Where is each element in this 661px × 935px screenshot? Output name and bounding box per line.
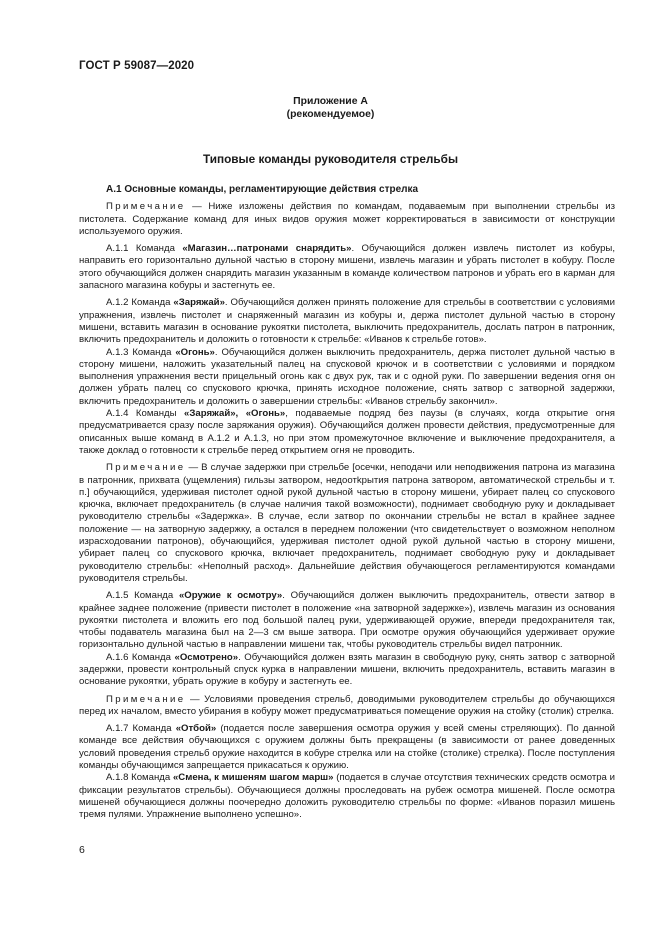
appendix-status: (рекомендуемое) [286,109,375,120]
document-code: ГОСТ Р 59087—2020 [79,60,195,72]
clause-a117: А.1.7 Команда «Отбой» (подается после завершения осмотра оружия у всей смены стреляющих). По данной команде все действия обучающихся с оружием должны быть прекращены (в зависимости от ранее доведенных условий проведения стрельб оружие находится в кобуре стрелка или на стойке (столике) стрелка). После поступления команды обучающимся запрещается прикасаться к оружию. [79,723,615,772]
clause-a118: А.1.8 Команда «Смена, к мишеням шагом марш» (подается в случае отсутствия технических средств осмотра и фиксации результатов стрельбы). Обучающиеся должны проследовать на рубеж осмотра мишеней. После осмотра мишеней обучающиеся должны поочередно доложить руководителю стрельбы по форме: «Иванов поразил мишень тремя пулями. Упражнение выполнено успешно». [79,772,615,821]
note-label: Примечание [106,462,186,474]
clause-a113: А.1.3 Команда «Огонь». Обучающийся должен выключить предохранитель, держа пистолет дульной частью в сторону мишени, наложить указательный палец на спусковой крючок и в соответствии с условиями и порядком выполнения упражнения вести прицельный огонь как с двух рук, так и с одной руки. По завершении ведения огня он должен убрать палец со спускового крючка, принять исходное положение, снять затвор с затворной задержки, включить предохранитель и доложить о завершении стрельбы: «Иванов стрельбу закончил». [79,346,615,407]
command-name: «Заряжай», «Огонь» [184,408,286,420]
clause-a115: А.1.5 Команда «Оружие к осмотру». Обучающийся должен выключить предохранитель, отвести затвор в крайнее заднее положение (привести пистолет в положение «на затворной задержке»), извлечь магазин из основания рукоятки пистолета и вложить его под большой палец руки, удерживающей оружие, впереди предохранителя так, чтобы подаватель магазина был на 2—3 см выше затвора. При осмотре оружия обучающийся удерживает оружие горизонтально дульной частью в направлении мишени так, чтобы руководитель стрельбы видел патронник. [79,590,615,651]
page-title: Типовые команды руководителя стрельбы [202,152,459,166]
command-name: «Отбой» [175,723,217,735]
note-label: Примечание [106,201,186,213]
command-name: «Осмотрено» [174,651,239,663]
page-number: 6 [79,844,85,856]
clause-a114: А.1.4 Команды «Заряжай», «Огонь», подаваемые подряд без паузы (в случаях, когда открытие огня предусматривается сразу после заряжания оружия). Обучающийся должен провести действия, предусмотренные для описанных выше команд в А.1.2 и А.1.3, но при этом промежуточное включение и выключение предохранителя, а также доклад о готовности к стрельбе перед открытием огня не проводить. [79,408,615,456]
note-3: Примечание — Условиями проведения стрельб, доводимыми руководителем стрельбы до обучающихся перед их началом, вместо убирания в кобуру может предусматриваться помещение оружия на стойку (столик) стрелка. [79,693,615,717]
note-label: Примечание [106,693,186,705]
note-1: Примечание — Ниже изложены действия по командам, подаваемым при выполнении стрельбы из пистолета. Содержание команд для иных видов оружия может корректироваться в зависимости от конструкции используемого оружия. [79,201,615,237]
command-name: «Заряжай» [173,297,225,309]
command-name: «Оружие к осмотру» [178,590,283,602]
section-heading: А.1 Основные команды, регламентирующие действия стрелка [106,184,419,195]
appendix-label: Приложение А [293,96,368,107]
clause-a116: А.1.6 Команда «Осмотрено». Обучающийся должен взять магазин в свободную руку, снять затвор с затворной задержки, провести контрольный спуск курка в направлении мишени, включить предохранитель, вставить магазин в основание рукоятки, убрать оружие в кобуру и застегнуть ее. [79,651,615,688]
note-2: Примечание — В случае задержки при стрельбе [осечки, неподачи или неподвижения патрона из магазина в патронник, прихвата (ущемления) гильзы затвором, недоотkрытия патрона затвором, автоматической стрельбы и т. п.] обучающийся, удерживая пистолет одной рукой дульной частью в сторону мишени, убирает палец со спускового крючка, включает предохранитель (в случае наличия такой возможности), поднимает свободную руку и докладывает руководителю стрельбы «Задержка». В случае, если затвор по окончании стрельбы не встал в крайнее заднее положение — на затворную задержку, а остался в переднем положении (что свидетельствует о возможном неполном израсходовании патронов), обучающийся, удерживая пистолет одной рукой дульной частью в сторону мишени, убирает палец со спускового крючка, включает предохранитель, поднимает свободную руку и докладывает руководителю стрельбы: «Неполный расход». Дальнейшие действия обучающегося регламентируются командами руководителя стрельбы. [79,462,615,584]
command-name: «Огонь» [175,346,215,358]
command-name: «Магазин…патронами снарядить» [182,243,352,255]
command-name: «Смена, к мишеням шагом марш» [172,772,334,784]
body-text [79,184,615,822]
clause-a112: А.1.2 Команда «Заряжай». Обучающийся должен принять положение для стрельбы в соответствии с условиями упражнения, извлечь пистолет и снаряженный магазин из кобуры и, держа пистолет дульной частью в сторону мишени, вставить магазин в основание рукоятки пистолета, выключить предохранитель, дослать патрон в патронник, включить предохранитель и доложить о готовности к стрельбе: «Иванов к стрельбе готов». [79,297,615,346]
clause-a111: А.1.1 Команда «Магазин…патронами снарядить». Обучающийся должен извлечь пистолет из кобуры, направить его горизонтально дульной частью в сторону мишени, извлечь магазин и убрать пистолет в кобуру. После этого обучающийся должен снарядить магазин указанным в команде количеством патронов и убрать его в карман для запасного магазина кобуры и застегнуть ее. [79,243,615,292]
